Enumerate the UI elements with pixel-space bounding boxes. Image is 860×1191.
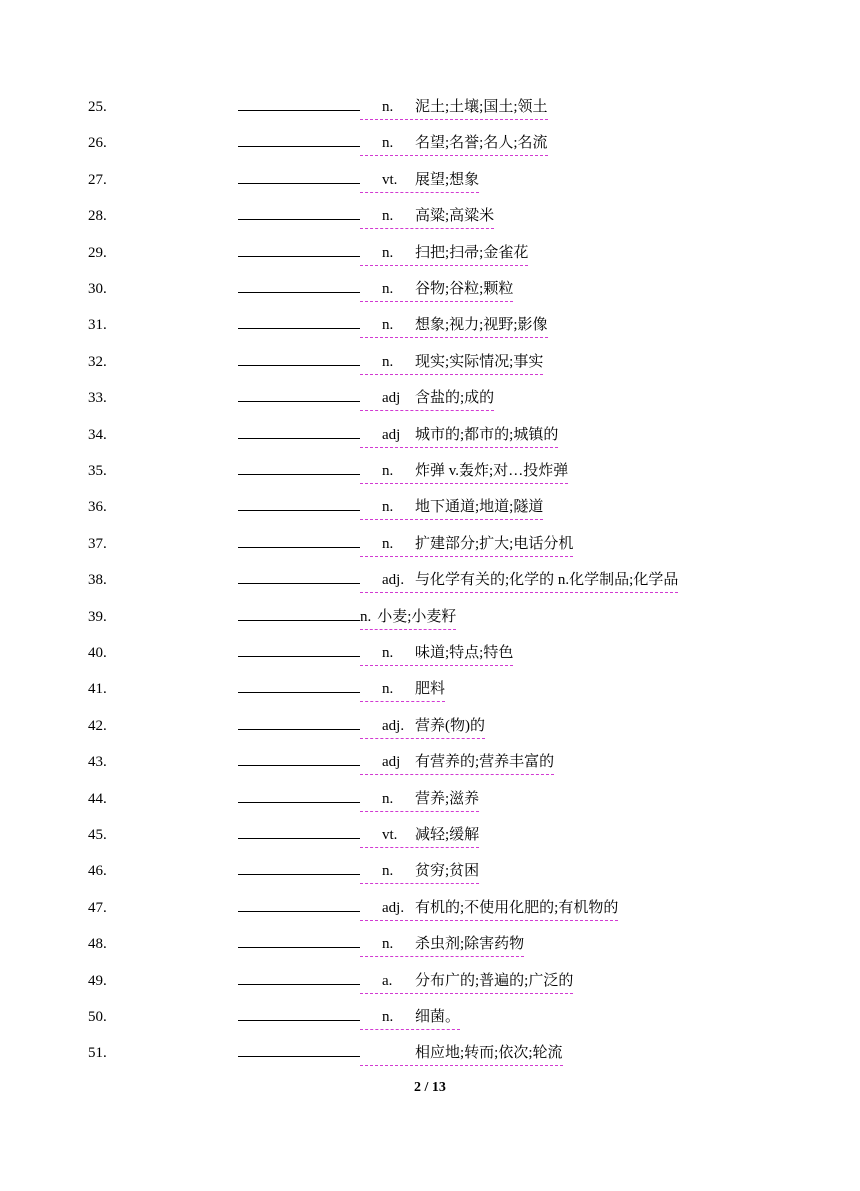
answer-blank[interactable] <box>238 316 360 329</box>
definition: 谷物;谷粒;颗粒 <box>415 281 514 297</box>
definition: 杀虫剂;除害药物 <box>415 936 525 952</box>
part-of-speech: adj. <box>382 718 405 734</box>
item-number: 45. <box>88 827 107 843</box>
definition: 扫把;扫帚;金雀花 <box>415 245 529 261</box>
vocab-row <box>0 714 860 738</box>
vocab-row <box>0 204 860 228</box>
definition-group <box>360 787 479 812</box>
vocab-row <box>0 859 860 883</box>
part-of-speech: n. <box>382 354 394 370</box>
definition-group <box>360 386 494 411</box>
vocab-row <box>0 787 860 811</box>
item-number: 32. <box>88 354 107 370</box>
definition: 名望;名誉;名人;名流 <box>415 135 548 151</box>
vocab-row <box>0 969 860 993</box>
answer-blank[interactable] <box>238 1044 360 1057</box>
definition-group <box>360 859 479 884</box>
item-number: 37. <box>88 536 107 552</box>
definition: 细菌。 <box>415 1009 461 1025</box>
item-number: 25. <box>88 99 107 115</box>
answer-blank[interactable] <box>238 535 360 548</box>
definition: 有营养的;营养丰富的 <box>415 754 555 770</box>
definition-group <box>360 313 548 338</box>
item-number: 49. <box>88 973 107 989</box>
definition-group <box>360 932 524 957</box>
part-of-speech: n. <box>382 463 394 479</box>
answer-blank[interactable] <box>238 280 360 293</box>
answer-blank[interactable] <box>238 790 360 803</box>
part-of-speech: vt. <box>382 827 398 843</box>
vocab-row <box>0 605 860 629</box>
definition-group <box>360 423 558 448</box>
definition-group <box>360 641 513 666</box>
vocab-row <box>0 932 860 956</box>
answer-blank[interactable] <box>238 753 360 766</box>
item-number: 39. <box>88 609 107 625</box>
item-number: 30. <box>88 281 107 297</box>
part-of-speech: n. <box>382 208 394 224</box>
definition-group <box>360 714 485 739</box>
definition-group <box>360 532 573 557</box>
answer-blank[interactable] <box>238 426 360 439</box>
definition: 营养;滋养 <box>415 791 480 807</box>
vocab-row <box>0 532 860 556</box>
vocab-row <box>0 423 860 447</box>
part-of-speech: n. <box>382 281 394 297</box>
definition: 泥土;土壤;国土;领土 <box>415 99 548 115</box>
part-of-speech: n. <box>382 499 394 515</box>
vocab-row <box>0 95 860 119</box>
vocab-row <box>0 350 860 374</box>
definition: 味道;特点;特色 <box>415 645 514 661</box>
item-number: 46. <box>88 863 107 879</box>
definition-group <box>360 677 445 702</box>
answer-blank[interactable] <box>238 1008 360 1021</box>
answer-blank[interactable] <box>238 717 360 730</box>
definition: 城市的;都市的;城镇的 <box>415 427 559 443</box>
answer-blank[interactable] <box>238 972 360 985</box>
item-number: 36. <box>88 499 107 515</box>
answer-blank[interactable] <box>238 644 360 657</box>
part-of-speech: n. <box>382 1009 394 1025</box>
answer-blank[interactable] <box>238 571 360 584</box>
item-number: 31. <box>88 317 107 333</box>
item-number: 43. <box>88 754 107 770</box>
item-number: 40. <box>88 645 107 661</box>
part-of-speech: n. <box>382 317 394 333</box>
vocab-row <box>0 131 860 155</box>
part-of-speech: n. <box>382 791 394 807</box>
item-number: 27. <box>88 172 107 188</box>
item-number: 44. <box>88 791 107 807</box>
answer-blank[interactable] <box>238 935 360 948</box>
definition-group <box>360 896 618 921</box>
item-number: 50. <box>88 1009 107 1025</box>
vocab-row <box>0 241 860 265</box>
answer-blank[interactable] <box>238 353 360 366</box>
vocab-row <box>0 896 860 920</box>
definition: 扩建部分;扩大;电话分机 <box>415 536 574 552</box>
item-number: 28. <box>88 208 107 224</box>
part-of-speech: adj <box>382 390 401 406</box>
definition-group <box>360 750 554 775</box>
vocab-row <box>0 750 860 774</box>
part-of-speech: adj. <box>382 900 405 916</box>
answer-blank[interactable] <box>238 134 360 147</box>
vocab-row <box>0 1005 860 1029</box>
definition: 高粱;高粱米 <box>415 208 495 224</box>
item-number: 41. <box>88 681 107 697</box>
item-number: 38. <box>88 572 107 588</box>
definition: 想象;视力;视野;影像 <box>415 317 548 333</box>
vocab-row <box>0 641 860 665</box>
definition: 分布广的;普遍的;广泛的 <box>415 973 574 989</box>
part-of-speech: n. <box>382 863 394 879</box>
vocab-row <box>0 568 860 592</box>
part-of-speech: a. <box>382 973 393 989</box>
item-number: 51. <box>88 1045 107 1061</box>
definition: 相应地;转而;依次;轮流 <box>415 1045 563 1061</box>
part-of-speech: n. <box>382 99 394 115</box>
definition-group <box>360 605 456 630</box>
answer-blank[interactable] <box>238 680 360 693</box>
item-number: 47. <box>88 900 107 916</box>
answer-blank[interactable] <box>238 498 360 511</box>
definition-group <box>360 241 528 266</box>
answer-blank[interactable] <box>238 862 360 875</box>
definition: 地下通道;地道;隧道 <box>415 499 544 515</box>
part-of-speech: adj <box>382 754 401 770</box>
answer-blank[interactable] <box>238 389 360 402</box>
item-number: 34. <box>88 427 107 443</box>
answer-blank[interactable] <box>238 608 360 621</box>
page-number: 2 / 13 <box>414 1080 446 1095</box>
answer-blank[interactable] <box>238 244 360 257</box>
definition: 与化学有关的;化学的 n.化学制品;化学品 <box>415 572 679 588</box>
definition-group <box>360 204 494 229</box>
answer-blank[interactable] <box>238 171 360 184</box>
part-of-speech: adj. <box>382 572 405 588</box>
definition: 营养(物)的 <box>415 718 485 734</box>
vocab-row <box>0 386 860 410</box>
definition-group <box>360 459 568 484</box>
item-number: 33. <box>88 390 107 406</box>
answer-blank[interactable] <box>238 826 360 839</box>
answer-blank[interactable] <box>238 98 360 111</box>
definition: 贫穷;贫困 <box>415 863 480 879</box>
part-of-speech: adj <box>382 427 401 443</box>
definition: 现实;实际情况;事实 <box>415 354 544 370</box>
definition: 炸弹 v.轰炸;对…投炸弹 <box>415 463 569 479</box>
vocab-row <box>0 495 860 519</box>
vocab-row <box>0 168 860 192</box>
part-of-speech: n. <box>382 645 394 661</box>
part-of-speech: n. <box>382 936 394 952</box>
item-number: 35. <box>88 463 107 479</box>
definition: 含盐的;成的 <box>415 390 495 406</box>
vocab-row <box>0 1041 860 1065</box>
vocab-row <box>0 677 860 701</box>
definition-group <box>360 95 548 120</box>
definition-group <box>360 1041 563 1066</box>
definition-group <box>360 1005 460 1030</box>
part-of-speech: n. <box>382 536 394 552</box>
answer-blank[interactable] <box>238 462 360 475</box>
answer-blank[interactable] <box>238 899 360 912</box>
definition: 有机的;不使用化肥的;有机物的 <box>415 900 619 916</box>
definition: 减轻;缓解 <box>415 827 480 843</box>
definition-group <box>360 350 543 375</box>
definition-group <box>360 277 513 302</box>
vocab-row <box>0 277 860 301</box>
vocab-row <box>0 823 860 847</box>
part-of-speech: n. <box>360 609 372 625</box>
definition-group <box>360 969 573 994</box>
part-of-speech: vt. <box>382 172 398 188</box>
definition: 展望;想象 <box>415 172 480 188</box>
definition-group <box>360 131 548 156</box>
item-number: 42. <box>88 718 107 734</box>
part-of-speech: n. <box>382 245 394 261</box>
answer-blank[interactable] <box>238 207 360 220</box>
part-of-speech: n. <box>382 681 394 697</box>
part-of-speech: n. <box>382 135 394 151</box>
item-number: 29. <box>88 245 107 261</box>
vocab-row <box>0 313 860 337</box>
definition-group <box>360 823 479 848</box>
definition-group <box>360 495 543 520</box>
definition: 肥料 <box>415 681 446 697</box>
vocab-row <box>0 459 860 483</box>
definition: 小麦;小麦籽 <box>377 609 457 625</box>
item-number: 26. <box>88 135 107 151</box>
definition-group <box>360 168 479 193</box>
item-number: 48. <box>88 936 107 952</box>
definition-group <box>360 568 678 593</box>
